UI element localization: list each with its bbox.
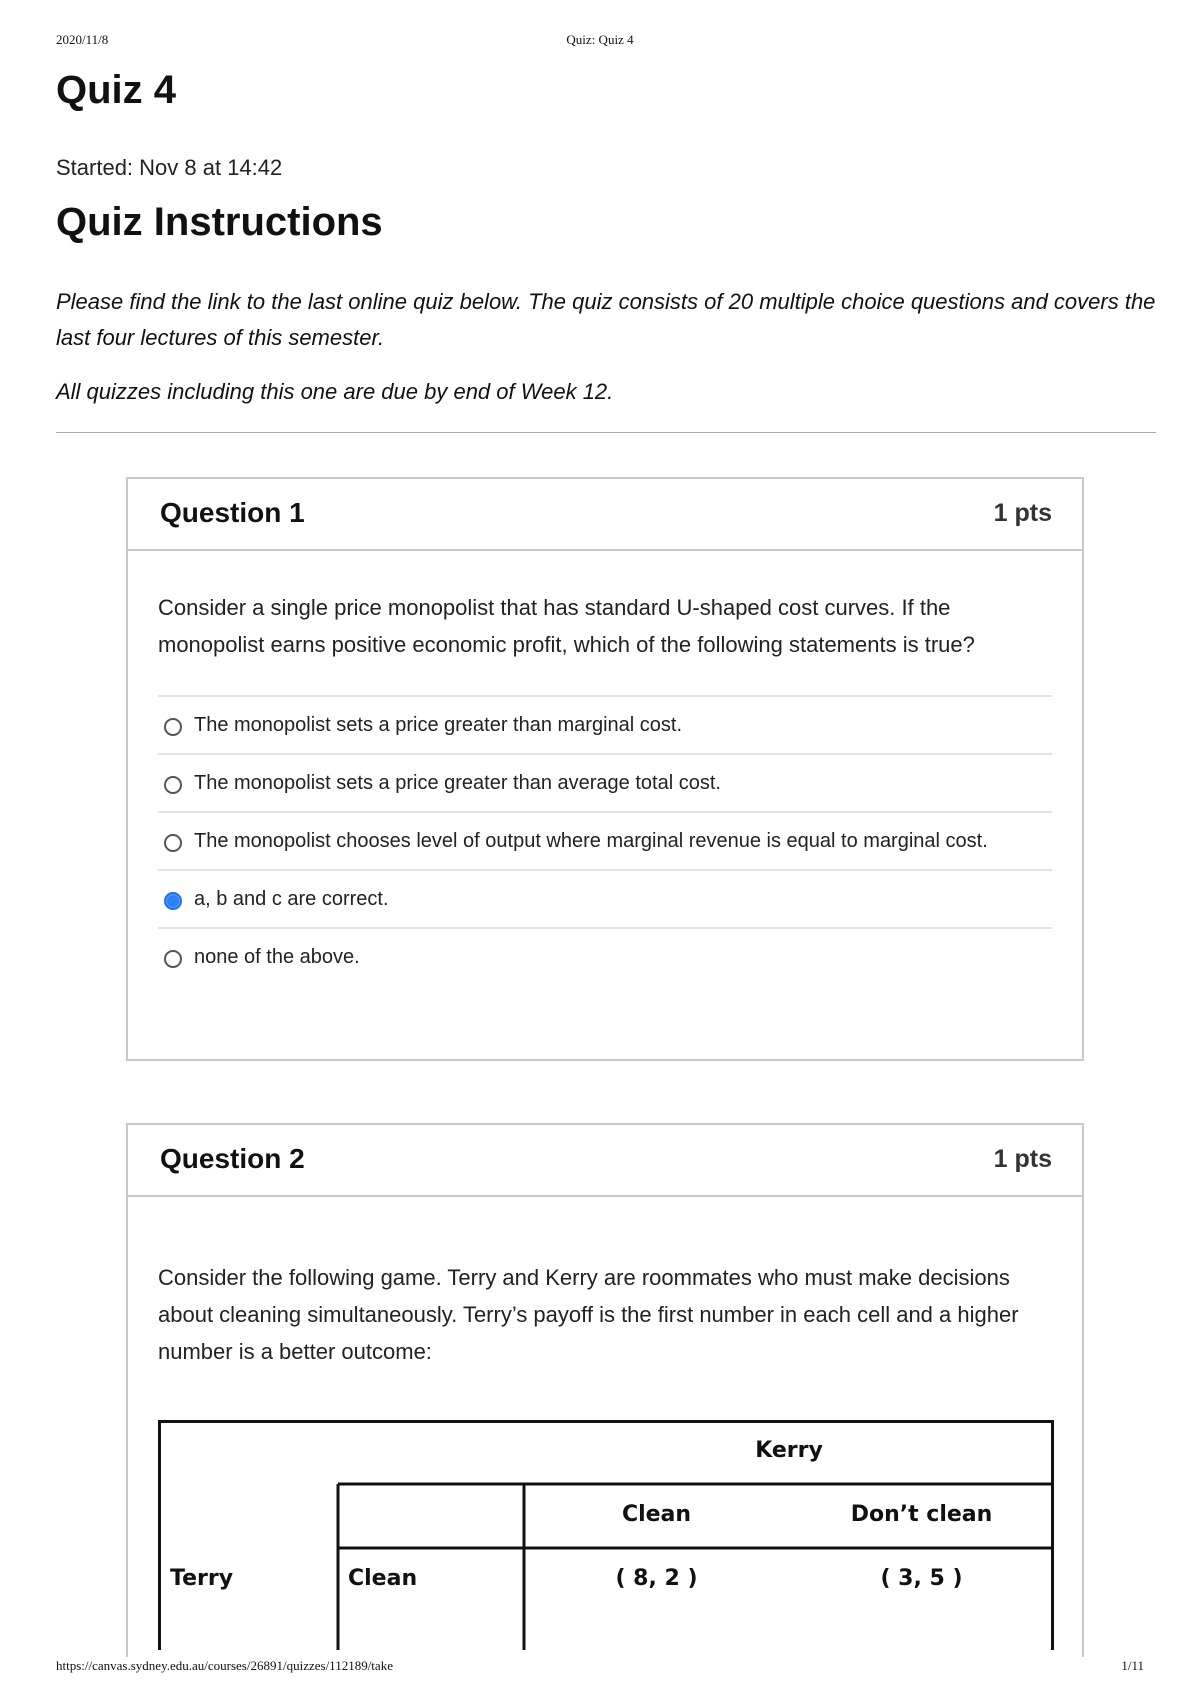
- radio-button[interactable]: [164, 718, 182, 736]
- instructions: [56, 284, 1156, 410]
- print-url: https://canvas.sydney.edu.au/courses/26891/quizzes/112189/take: [56, 1658, 393, 1673]
- question-body: [128, 1197, 1082, 1650]
- answer-option-a[interactable]: [158, 697, 1052, 755]
- answer-option-e[interactable]: [158, 929, 1052, 985]
- print-title: Quiz: Quiz 4: [566, 32, 634, 47]
- question-2-card: [126, 1123, 1084, 1657]
- payoff-cell: ( 3, 5 ): [880, 1566, 963, 1591]
- row-player-label: Terry: [170, 1566, 234, 1591]
- radio-button[interactable]: [164, 834, 182, 852]
- radio-button-selected[interactable]: [164, 892, 182, 910]
- question-text: Consider a single price monopolist that has standard U-shaped cost curves. If the monopolist earns positive economic profit, which of the following statements is true?: [158, 595, 975, 657]
- question-text: Consider the following game. Terry and Kerry are roommates who must make decisions about cleaning simultaneously. Terry’s payoff is the first number in each cell and a higher number is a better outcome:: [158, 1265, 1019, 1364]
- divider: [56, 432, 1156, 433]
- question-title: Question 1: [160, 497, 305, 528]
- radio-button[interactable]: [164, 950, 182, 968]
- question-header: [128, 479, 1082, 551]
- question-points: 1 pts: [993, 499, 1052, 527]
- payoff-table-wrapper: [158, 1420, 1054, 1650]
- answer-option-c[interactable]: [158, 813, 1052, 871]
- answer-label: The monopolist chooses level of output where marginal revenue is equal to marginal cost.: [194, 829, 988, 852]
- page-title: Quiz 4: [56, 68, 177, 112]
- answer-label: none of the above.: [194, 945, 360, 968]
- answer-option-d[interactable]: [158, 871, 1052, 929]
- started-timestamp: Started: Nov 8 at 14:42: [56, 155, 283, 180]
- instructions-paragraph: Please find the link to the last online quiz below. The quiz consists of 20 multiple choice questions and covers the last four lectures of this semester.: [56, 289, 1156, 350]
- print-date: 2020/11/8: [56, 32, 109, 47]
- quiz-content: [56, 64, 1156, 433]
- instructions-title: Quiz Instructions: [56, 200, 383, 244]
- instructions-paragraph: All quizzes including this one are due by end of Week 12.: [56, 379, 614, 404]
- answer-label: a, b and c are correct.: [194, 887, 389, 910]
- radio-button[interactable]: [164, 776, 182, 794]
- column-player-label: Kerry: [755, 1438, 823, 1463]
- payoff-cell: ( 8, 2 ): [615, 1566, 698, 1591]
- question-title: Question 2: [160, 1143, 305, 1174]
- page-number: 1/11: [1121, 1658, 1144, 1673]
- column-header-dont-clean: Don’t clean: [850, 1502, 993, 1527]
- answer-list: [158, 695, 1052, 985]
- answer-label: The monopolist sets a price greater than average total cost.: [194, 771, 721, 794]
- answer-label: The monopolist sets a price greater than marginal cost.: [194, 713, 683, 736]
- column-header-clean: Clean: [621, 1502, 692, 1527]
- question-1-card: [126, 477, 1084, 1061]
- answer-option-b[interactable]: [158, 755, 1052, 813]
- question-points: 1 pts: [993, 1145, 1052, 1173]
- question-header: [128, 1125, 1082, 1197]
- question-body: [128, 551, 1082, 985]
- row-header-clean: Clean: [348, 1566, 418, 1591]
